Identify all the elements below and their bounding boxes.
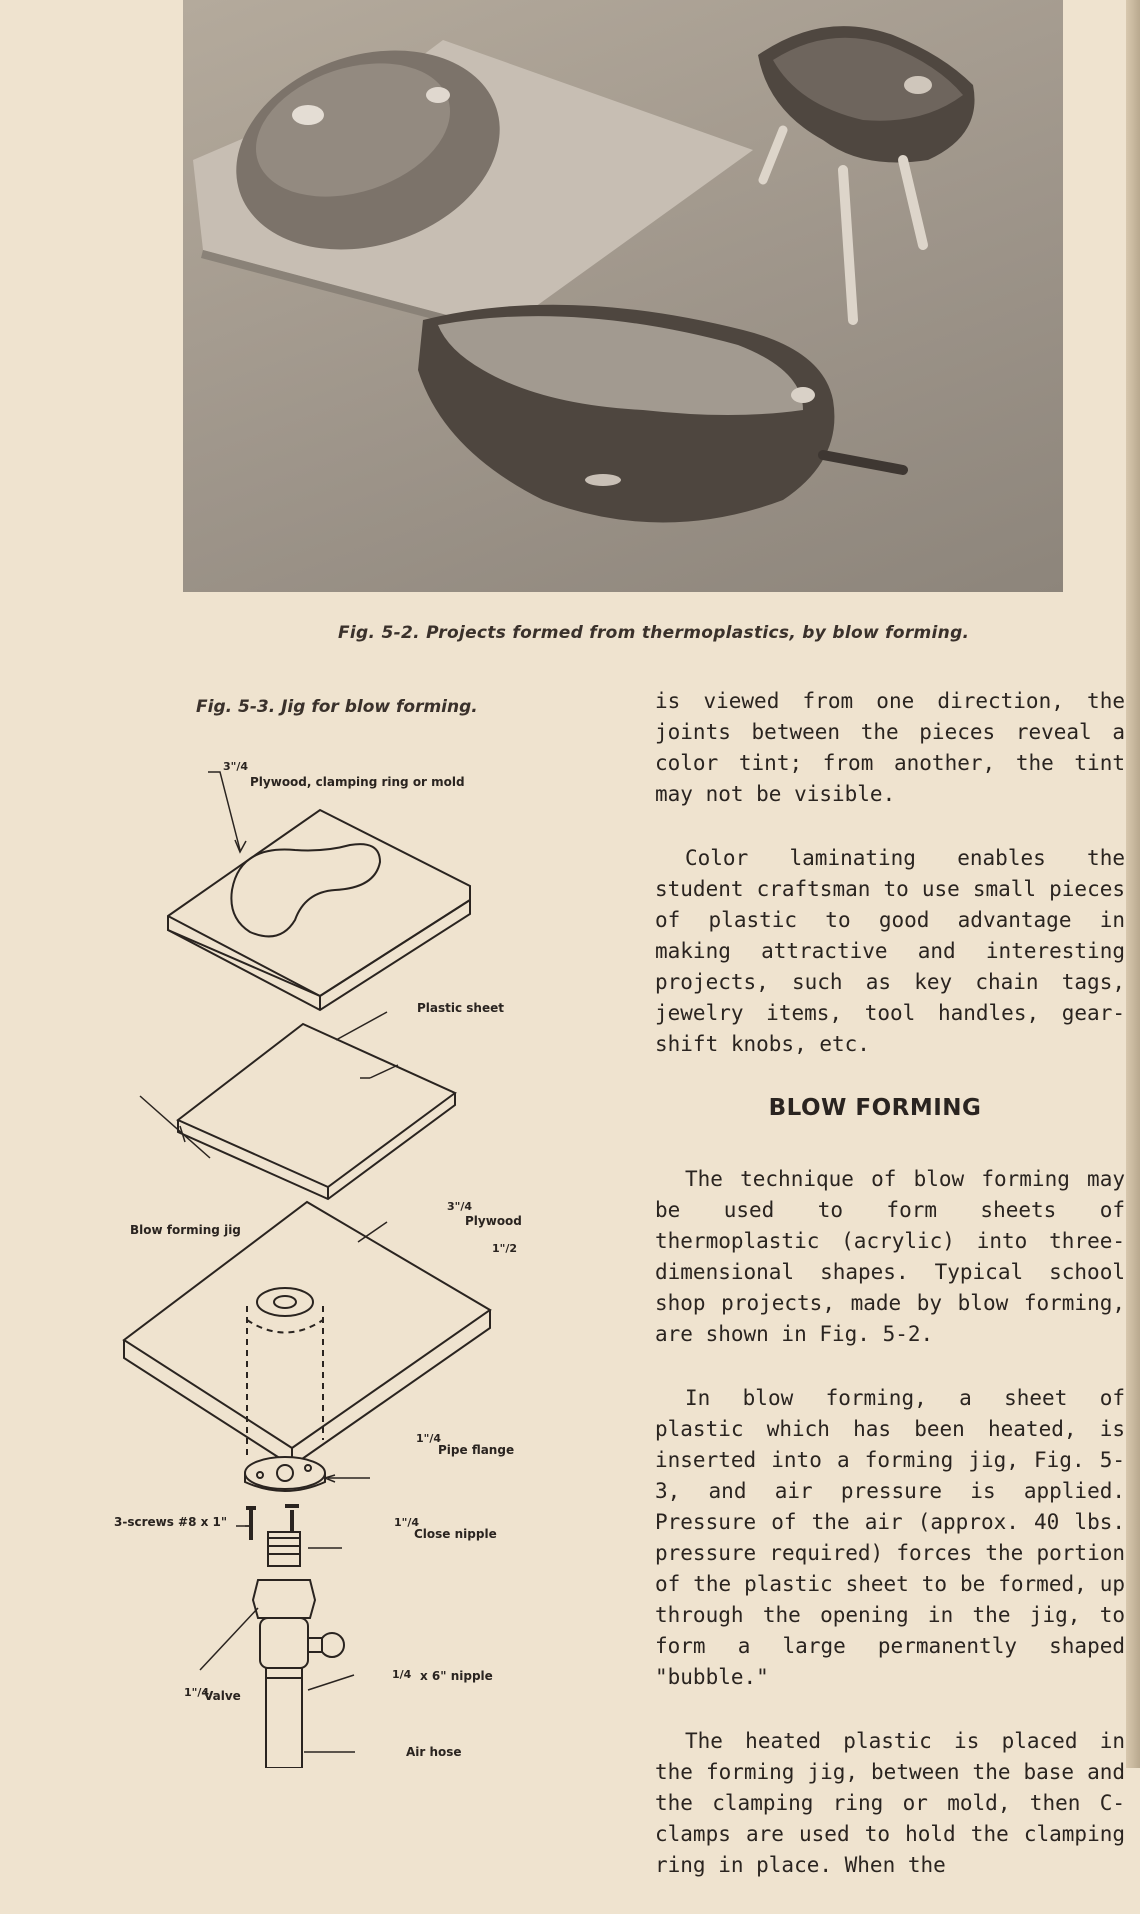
label-air-hose: Air hose xyxy=(406,1745,462,1759)
section-heading: BLOW FORMING xyxy=(768,1095,982,1121)
label-close-nipple-frac: 1"/4 xyxy=(394,1516,420,1529)
label-plastic-sheet: Plastic sheet xyxy=(417,1001,504,1015)
body-text-column xyxy=(655,686,1125,1914)
base-plywood xyxy=(124,1202,490,1466)
paragraph-1: is viewed from one direction, the joints between the pieces reveal a color tint; from another, the tint may not be visible. xyxy=(655,689,1125,806)
paragraph-5: The heated plastic is placed in the forming jig, between the base and the clamping ring or mold, then C-clamps are used to hold the clamping ring in place. When the xyxy=(655,1729,1125,1877)
figure-5-2-photo xyxy=(183,0,1063,592)
clamping-ring-plate xyxy=(168,810,470,1010)
label-close-nipple: Close nipple xyxy=(414,1527,497,1541)
figure-5-2-caption: Fig. 5-2. Projects formed from thermoplastics, by blow forming. xyxy=(338,623,970,643)
label-half-frac: 1"/2 xyxy=(492,1242,518,1255)
label-plywood-ring-frac: 3"/4 xyxy=(223,760,249,773)
label-plywood-frac: 3"/4 xyxy=(447,1200,473,1213)
label-screws: 3-screws #8 x 1" xyxy=(114,1515,228,1529)
page-edge xyxy=(1126,0,1140,1768)
label-nipple: x 6" nipple xyxy=(420,1669,493,1683)
paragraph-4: In blow forming, a sheet of plastic which has been heated, is inserted into a forming jig, Fig. 5-3, and air pressure is applied. Pressure of the air (approx. 40 lbs. pressure required) forces the portion of the plastic sheet to be formed, up through the opening in the jig, to form a large permanently shaped "bubble." xyxy=(655,1386,1125,1689)
figure-5-3-caption: Fig. 5-3. Jig for blow forming. xyxy=(196,697,478,717)
label-pipe-flange-frac: 1"/4 xyxy=(416,1432,442,1445)
label-valve: Valve xyxy=(204,1689,241,1703)
label-pipe-flange: Pipe flange xyxy=(438,1443,515,1457)
plastic-sheet xyxy=(178,1024,455,1199)
paragraph-2: Color laminating enables the student craftsman to use small pieces of plastic to good advantage in making attractive and interesting projects, such as key chain tags, jewelry items, tool handles, gear-shift knobs, etc. xyxy=(655,846,1125,1056)
label-blow-forming-jig: Blow forming jig xyxy=(130,1223,241,1237)
paragraph-3: The technique of blow forming may be used to form sheets of thermoplastic (acrylic) into three-dimensional shapes. Typical school shop projects, made by blow forming, are shown in Fig. 5-2. xyxy=(655,1167,1125,1346)
label-plywood: Plywood xyxy=(465,1214,522,1228)
label-plywood-ring: Plywood, clamping ring or mold xyxy=(250,775,465,789)
label-valve-frac: 1"/4 xyxy=(184,1686,210,1699)
figure-5-3-diagram xyxy=(110,740,560,1768)
label-nipple-frac: 1/4 xyxy=(392,1668,412,1681)
